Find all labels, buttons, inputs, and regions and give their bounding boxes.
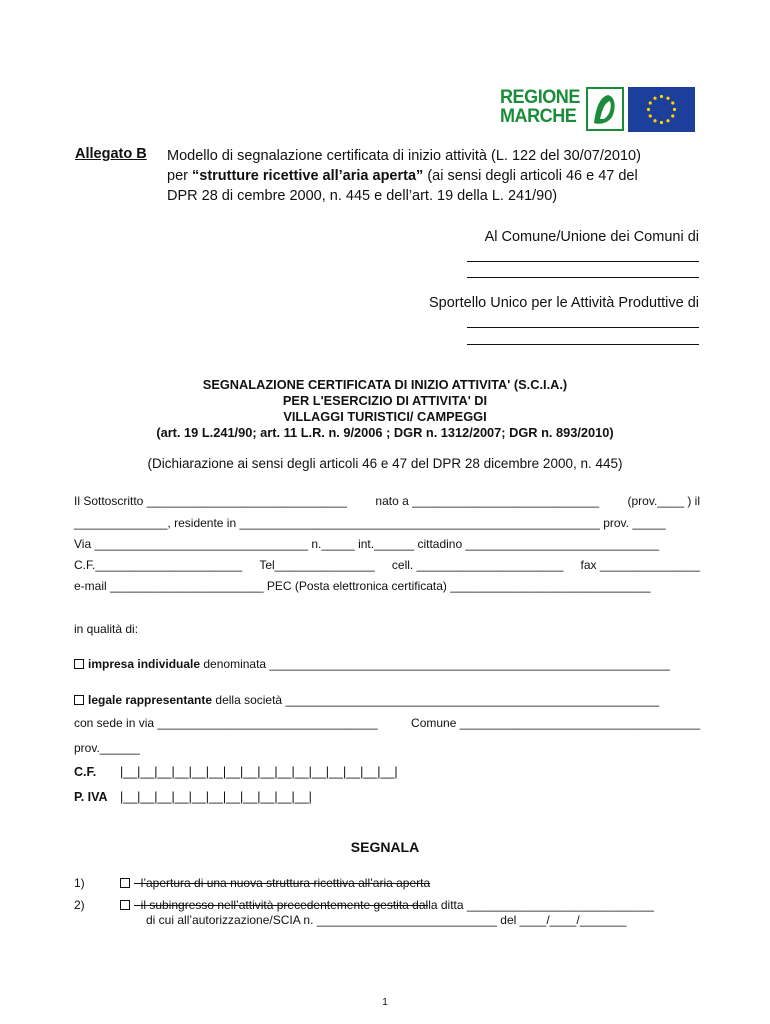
item-1-option[interactable]: l’apertura di una nuova struttura ricettiva all’aria aperta — [120, 876, 430, 890]
modello-line-3: DPR 28 di cembre 2000, n. 445 e dell’art. 19 della L. 241/90) — [167, 188, 558, 204]
page-number: 1 — [382, 997, 388, 1008]
allegato-label: Allegato B — [75, 146, 147, 162]
strutture-bold: “strutture ricettive all’aria aperta” — [192, 168, 424, 184]
eu-flag-icon — [628, 87, 695, 132]
form-row-email[interactable]: e-mail _______________________ PEC (Posta elettronica certificata) ______________________________ — [74, 579, 651, 593]
eu-star-icon — [660, 121, 663, 124]
segnala-heading: SEGNALA — [350, 839, 420, 855]
eu-star-icon — [649, 101, 652, 104]
form-row-residenza[interactable]: ______________, residente in ______________________________________________________ prov. _____ — [74, 516, 666, 530]
modello-description — [167, 146, 699, 206]
title-line-4: (art. 19 L.241/90; art. 11 L.R. n. 9/2006 ; DGR n. 1312/2007; DGR n. 893/2010) — [156, 425, 614, 440]
eu-star-icon — [653, 119, 656, 122]
cf-row[interactable] — [74, 765, 398, 779]
comune-label: Al Comune/Unione dei Comuni di — [484, 229, 699, 245]
eu-star-icon — [666, 119, 669, 122]
logo-line1: REGIONE — [500, 87, 580, 108]
sportello-label: Sportello Unico per le Attività Produttive di — [429, 295, 699, 311]
item-1-checkbox[interactable] — [120, 878, 130, 888]
item-2-option[interactable]: il subingresso nell’attività precedentemente gestita dalla ditta ____________________________ — [120, 898, 654, 912]
piva-boxes[interactable]: |__|__|__|__|__|__|__|__|__|__|__| — [120, 790, 312, 804]
piva-row[interactable] — [74, 790, 312, 804]
item-1-number: 1) — [74, 876, 85, 890]
modello-line-2: per “strutture ricettive all’aria aperta” (ai sensi degli articoli 46 e 47 del — [167, 168, 638, 184]
modello-line-1: Modello di segnalazione certificata di inizio attività (L. 122 del 30/07/2010) — [167, 148, 641, 164]
comune-line-1[interactable] — [467, 261, 699, 262]
sportello-line-2[interactable] — [467, 344, 699, 345]
impresa-individuale-option[interactable]: impresa individuale denominata ____________________________________________________________ — [74, 657, 670, 671]
eu-star-icon — [671, 114, 674, 117]
eu-star-icon — [666, 97, 669, 100]
form-row-via[interactable]: Via ________________________________ n._____ int.______ cittadino _____________________________ — [74, 537, 660, 551]
item-2-checkbox[interactable] — [120, 900, 130, 910]
eu-star-icon — [671, 101, 674, 104]
cf-boxes[interactable]: |__|__|__|__|__|__|__|__|__|__|__|__|__|__|__|__| — [120, 765, 398, 779]
dichiarazione: (Dichiarazione ai sensi degli articoli 46 e 47 del DPR 28 dicembre 2000, n. 445) — [147, 456, 623, 471]
title-line-2: PER L'ESERCIZIO DI ATTIVITA' DI — [282, 393, 488, 408]
logo-line2: MARCHE — [500, 106, 577, 127]
eu-star-icon — [673, 108, 676, 111]
title-line-3: VILLAGGI TURISTICI/ CAMPEGGI — [283, 409, 487, 424]
document-title — [0, 377, 770, 441]
legale-checkbox[interactable] — [74, 695, 84, 705]
form-row-contatti[interactable]: C.F.______________________ Tel_______________ cell. ______________________ fax _______________ — [74, 558, 700, 572]
eu-star-icon — [653, 97, 656, 100]
eu-star-icon — [647, 108, 650, 111]
impresa-checkbox[interactable] — [74, 659, 84, 669]
item-2-number: 2) — [74, 898, 85, 912]
item-2-autorizzazione[interactable]: di cui all’autorizzazione/SCIA n. ___________________________ del ____/____/_______ — [146, 913, 627, 927]
eu-star-icon — [660, 95, 663, 98]
form-row-sede[interactable]: con sede in via _________________________________ Comune ____________________________________ — [74, 716, 700, 730]
prov-field[interactable]: prov.______ — [74, 741, 140, 755]
cf-label: C.F. — [74, 765, 97, 779]
form-row-sottoscritto[interactable]: Il Sottoscritto ______________________________ nato a ____________________________ (prov.____ ) il — [74, 494, 700, 508]
regione-marche-emblem-icon — [586, 87, 624, 131]
title-line-1: SEGNALAZIONE CERTIFICATA DI INIZIO ATTIVITA' (S.C.I.A.) — [202, 377, 568, 392]
regione-marche-logo-text — [500, 88, 584, 130]
sportello-line-1[interactable] — [467, 327, 699, 328]
eu-star-icon — [649, 114, 652, 117]
comune-line-2[interactable] — [467, 277, 699, 278]
legale-rappresentante-option[interactable]: legale rappresentante della società ________________________________________________________ — [74, 693, 659, 707]
piva-label: P. IVA — [74, 790, 108, 804]
qualita-label: in qualità di: — [74, 622, 139, 636]
